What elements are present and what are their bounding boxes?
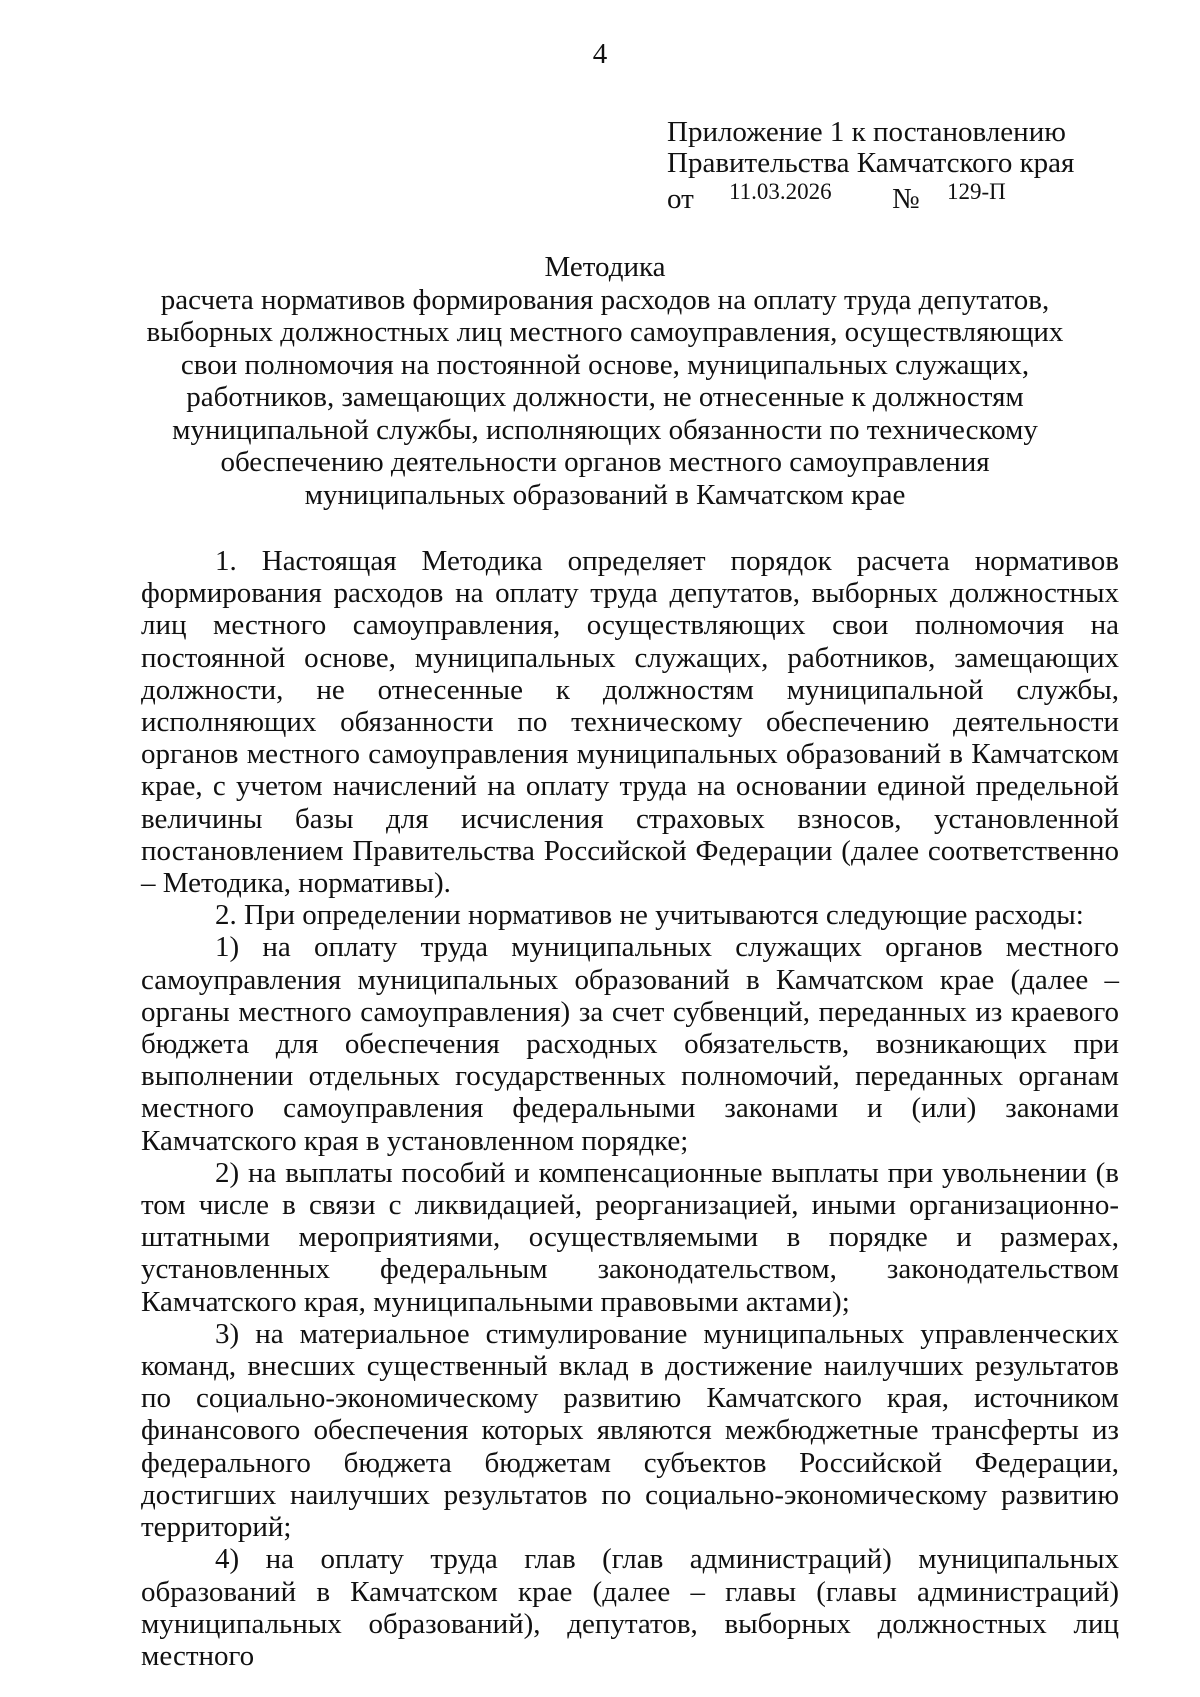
appendix-line-1: Приложение 1 к постановлению xyxy=(667,116,1066,148)
paragraph-2-item-1: 1) на оплату труда муниципальных служащих органов местного самоуправления муниципальных образований в Камчатском крае (далее – органы местного самоуправления) за счет субвенций, переданных из краевого бюджета для обеспечения расходных обязательств, возникающих при выполнении отдельных государственных полномочий, переданных органам местного самоуправления федеральными законами и (или) законами Камчатского края в установленном порядке; xyxy=(141,931,1119,1157)
title-main: Методика xyxy=(544,251,666,283)
paragraph-2-item-3: 3) на материальное стимулирование муниципальных управленческих команд, внесших существенный вклад в достижение наилучших результатов по социально-экономическому развитию Камчатского края, источником финансового обеспечения которых являются межбюджетные трансферты из федерального бюджета бюджетам субъектов Российской Федерации, достигших наилучших результатов по социально-экономическому развитию территорий; xyxy=(141,1317,1119,1544)
title-subtitle: расчета нормативов формирования расходов на оплату труда депутатов, выборных должностных лиц местного самоуправления, осуществляющих свои полномочия на постоянной основе, муниципальных служащих, работников, замещающих должности, не отнесенные к должностям муниципальной службы, исполняющих обязанности по техническому обеспечению деятельности органов местного самоуправления муниципальных образований в Камчатском крае xyxy=(146,283,1064,511)
resolution-date: 11.03.2026 xyxy=(729,179,832,204)
paragraph-2: 2. При определении нормативов не учитываются следующие расходы: xyxy=(215,899,1084,932)
from-label: от xyxy=(667,183,694,215)
page-number: 4 xyxy=(592,38,608,70)
document-title xyxy=(135,251,1075,511)
paragraph-1: 1. Настоящая Методика определяет порядок расчета нормативов формирования расходов на оплату труда депутатов, выборных должностных лиц местного самоуправления, осуществляющих свои полномочия на постоянной основе, муниципальных служащих, работников, замещающих должности, не отнесенные к должностям муниципальной службы, исполняющих обязанности по техническому обеспечению деятельности органов местного самоуправления муниципальных образований в Камчатском крае, с учетом начислений на оплату труда на основании единой предельной величины базы для исчисления страховых взносов, установленной постановлением Правительства Российской Федерации (далее соответственно – Методика, нормативы). xyxy=(141,545,1119,900)
appendix-header xyxy=(667,116,1137,215)
appendix-line-2: Правительства Камчатского края xyxy=(667,147,1075,179)
number-sign: № xyxy=(892,183,920,215)
appendix-signature-line xyxy=(667,179,1137,215)
resolution-number: 129-П xyxy=(947,179,1006,204)
document-body xyxy=(141,545,1119,1672)
paragraph-2-item-2: 2) на выплаты пособий и компенсационные выплаты при увольнении (в том числе в связи с ликвидацией, реорганизацией, иными организационно-штатными мероприятиями, осуществляемыми в порядке и размерах, установленных федеральным законодательством, законодательством Камчатского края, муниципальными правовыми актами); xyxy=(141,1156,1119,1318)
paragraph-2-item-4: 4) на оплату труда глав (глав администраций) муниципальных образований в Камчатском крае (далее – главы (главы администраций) муниципальных образований), депутатов, выборных должностных лиц местного xyxy=(141,1543,1119,1672)
